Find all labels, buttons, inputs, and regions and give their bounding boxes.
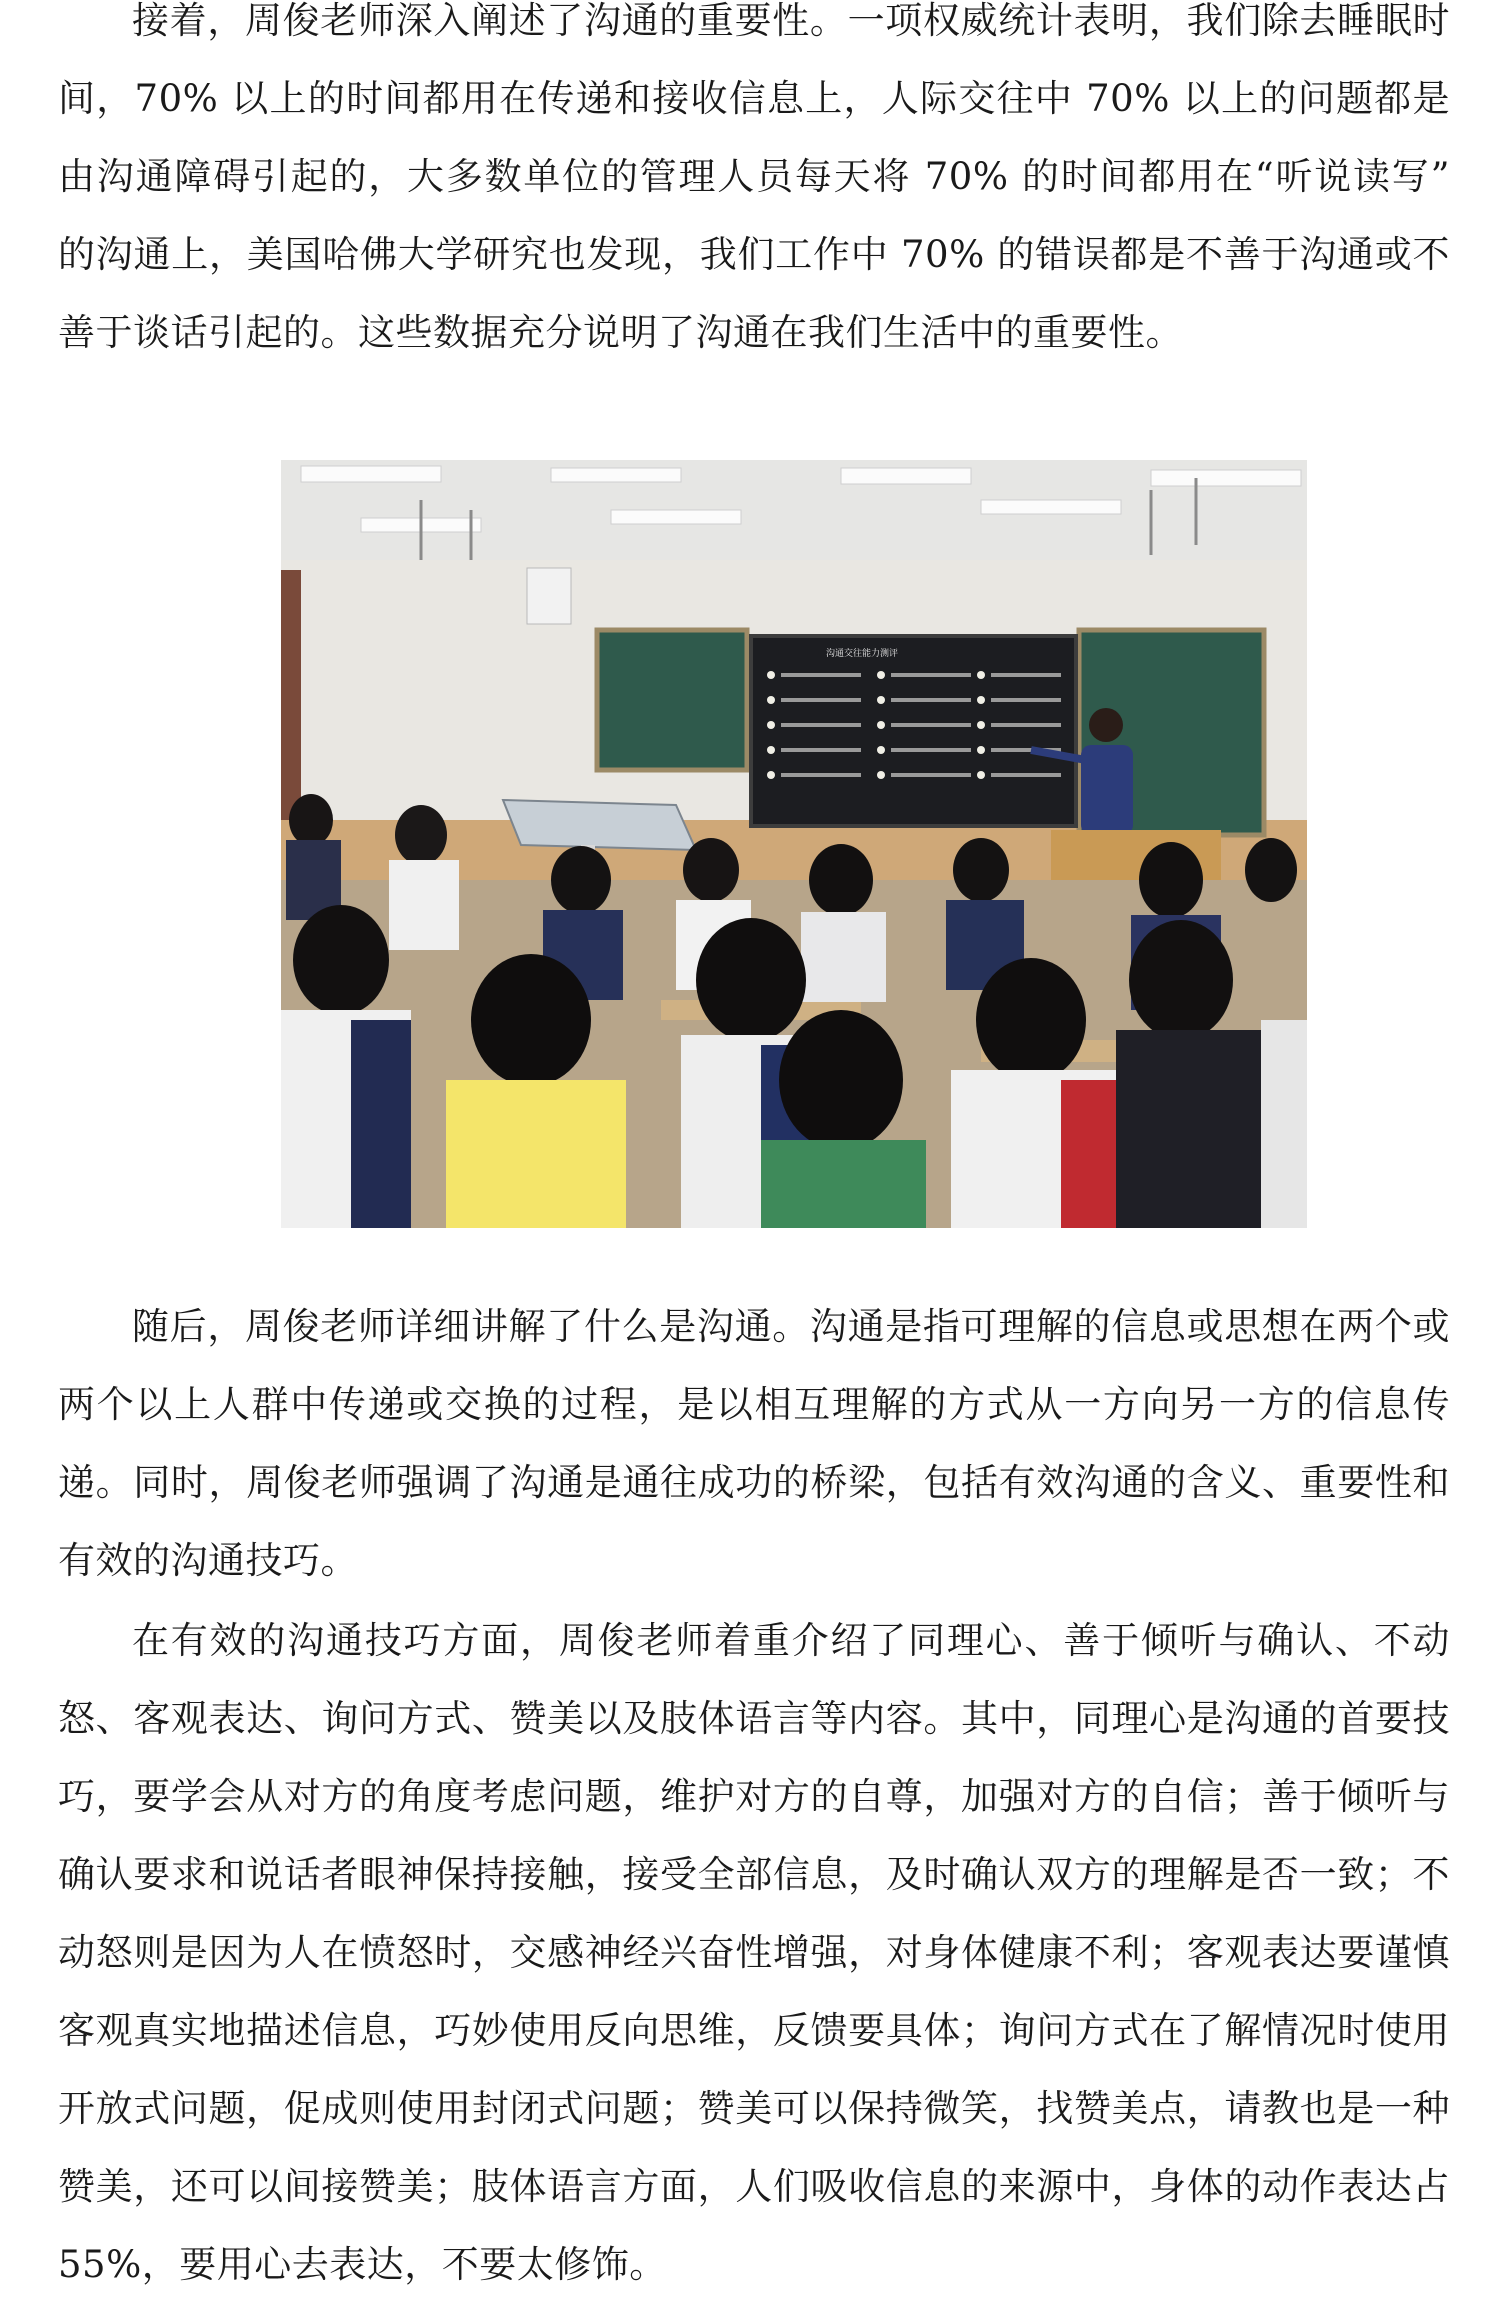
paragraph-what-is-communication: 随后，周俊老师详细讲解了什么是沟通。沟通是指可理解的信息或思想在两个或两个以上人群中传递或交换的过程，是以相互理解的方式从一方向另一方的信息传递。同时，周俊老师强调了沟通是通往成功的桥梁，包括有效沟通的含义、重要性和有效的沟通技巧。: [58, 1305, 1450, 1582]
paragraph-communication-skills: 在有效的沟通技巧方面，周俊老师着重介绍了同理心、善于倾听与确认、不动怒、客观表达、询问方式、赞美以及肢体语言等内容。其中，同理心是沟通的首要技巧，要学会从对方的角度考虑问题，维护对方的自尊，加强对方的自信；善于倾听与确认要求和说话者眼神保持接触，接受全部信息，及时确认双方的理解是否一致；不动怒则是因为人在愤怒时，交感神经兴奋性增强，对身体健康不利；客观表达要谨慎客观真实地描述信息，巧妙使用反向思维，反馈要具体；询问方式在了解情况时使用开放式问题，促成则使用封闭式问题；赞美可以保持微笑，找赞美点，请教也是一种赞美，还可以间接赞美；肢体语言方面，人们吸收信息的来源中，身体的动作表达占 55%，要用心去表达，不要太修饰。: [58, 1619, 1450, 2286]
screen-title: 沟通交往能力测评: [826, 649, 899, 659]
paragraph-importance-of-communication: 接着，周俊老师深入阐述了沟通的重要性。一项权威统计表明，我们除去睡眠时间，70% 以上的时间都用在传递和接收信息上，人际交往中 70% 以上的问题都是由沟通障碍引起的，大多数单位的管理人员每天将 70% 的时间都用在“听说读写” 的沟通上，美国哈佛大学研究也发现，我们工作中 70% 的错误都是不善于沟通或不善于谈话引起的。这些数据充分说明了沟通在我们生活中的重要性。: [58, 0, 1450, 354]
classroom-photo: [281, 460, 1307, 1228]
